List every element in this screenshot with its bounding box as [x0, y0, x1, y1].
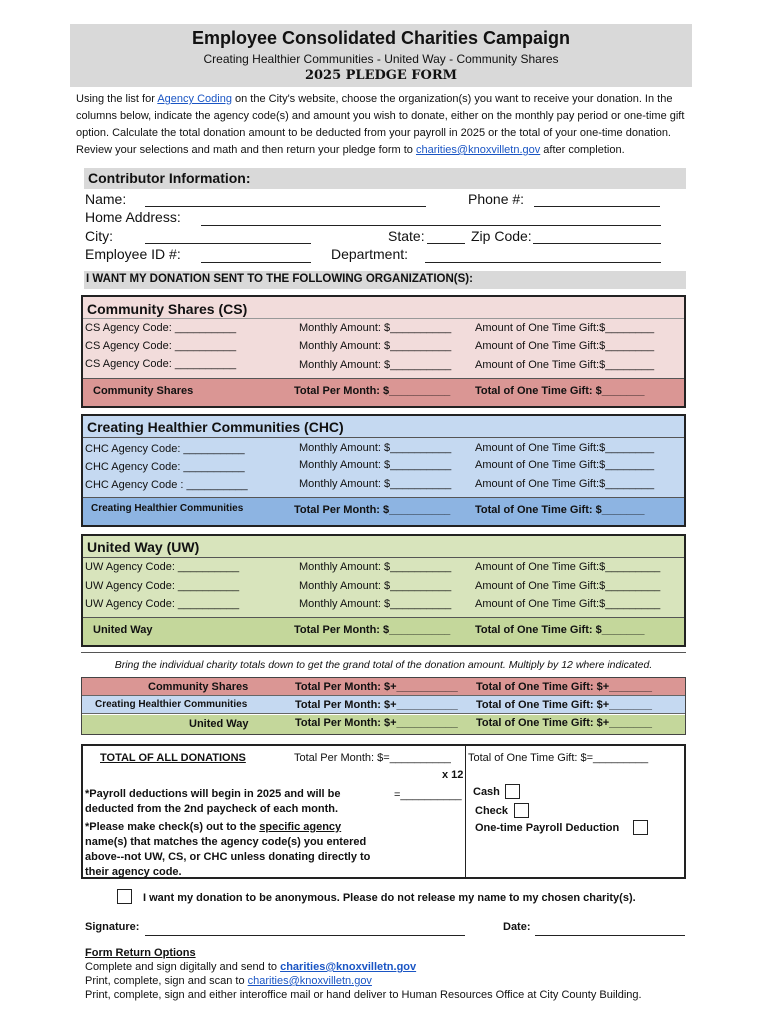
return-option-3: Print, complete, sign and either interoffice mail or hand deliver to Human Resources Office at City County Building. [85, 989, 642, 1001]
cs-monthly-amount-1[interactable]: Monthly Amount: $__________ [299, 322, 452, 334]
chc-one-time-gift-1[interactable]: Amount of One Time Gift:$________ [475, 442, 655, 454]
address-field[interactable] [201, 225, 661, 226]
summary-name: Community Shares [148, 681, 249, 693]
grand-total-per-month[interactable]: Total Per Month: $=__________ [294, 752, 451, 764]
chc-section [81, 414, 686, 527]
address-label: Home Address: [85, 209, 181, 225]
summary-table [81, 677, 686, 735]
cs-agency-code-3[interactable]: CS Agency Code: __________ [85, 358, 237, 370]
summary-name: United Way [189, 718, 249, 730]
employee-id-label: Employee ID #: [85, 246, 181, 262]
uw-one-time-gift-2[interactable]: Amount of One Time Gift:$_________ [475, 580, 661, 592]
summary-chc-month[interactable]: Total Per Month: $+__________ [295, 699, 458, 711]
uw-agency-code-3[interactable]: UW Agency Code: __________ [85, 598, 240, 610]
uw-monthly-amount-2[interactable]: Monthly Amount: $__________ [299, 580, 452, 592]
summary-chc-gift[interactable]: Total of One Time Gift: $+_______ [476, 699, 652, 711]
totals-box [81, 744, 686, 879]
name-label: Name: [85, 191, 127, 207]
signature-label: Signature: [85, 921, 140, 933]
summary-uw-gift[interactable]: Total of One Time Gift: $+_______ [476, 717, 652, 729]
chc-monthly-amount-2[interactable]: Monthly Amount: $__________ [299, 459, 452, 471]
section-title: Community Shares (CS) [87, 301, 248, 317]
zip-label: Zip Code: [471, 228, 532, 244]
return-options-heading: Form Return Options [85, 947, 196, 959]
chc-total-one-time-gift[interactable]: Total of One Time Gift: $_______ [475, 504, 645, 516]
uw-one-time-gift-1[interactable]: Amount of One Time Gift:$_________ [475, 561, 661, 573]
divider [81, 652, 686, 653]
grand-total-one-time-gift[interactable]: Total of One Time Gift: $=_________ [468, 752, 649, 764]
cs-total-name: Community Shares [93, 385, 194, 397]
return-option-2: Print, complete, sign and scan to charities@knoxvilletn.gov [85, 975, 372, 987]
cash-checkbox[interactable] [505, 784, 520, 799]
organizations-heading: I WANT MY DONATION SENT TO THE FOLLOWING ORGANIZATION(S): [84, 271, 686, 289]
return-email-link-2[interactable]: charities@knoxvilletn.gov [247, 975, 372, 987]
cs-monthly-amount-3[interactable]: Monthly Amount: $__________ [299, 359, 452, 371]
cs-total-per-month[interactable]: Total Per Month: $__________ [294, 385, 451, 397]
date-label: Date: [503, 921, 531, 933]
form-title: Employee Consolidated Charities Campaign [191, 28, 571, 48]
summary-cs-month[interactable]: Total Per Month: $+__________ [295, 681, 458, 693]
chc-agency-code-1[interactable]: CHC Agency Code: __________ [85, 443, 245, 455]
section-title: United Way (UW) [87, 539, 200, 555]
form-subtitle: Creating Healthier Communities - United Way - Community Shares [203, 52, 559, 66]
phone-field[interactable] [534, 206, 660, 207]
cs-one-time-gift-2[interactable]: Amount of One Time Gift:$________ [475, 340, 655, 352]
chc-total-name: Creating Healthier Communities [91, 503, 244, 514]
chc-total-bar [83, 497, 684, 525]
pledge-form-title: 2025 PLEDGE FORM [304, 68, 458, 83]
cs-monthly-amount-2[interactable]: Monthly Amount: $__________ [299, 340, 452, 352]
contributor-heading: Contributor Information: [84, 168, 686, 189]
agency-coding-link[interactable]: Agency Coding [157, 93, 232, 105]
uw-total-name: United Way [93, 624, 153, 636]
state-field[interactable] [427, 243, 465, 244]
payroll-deduction-label: One-time Payroll Deduction [475, 822, 620, 834]
chc-monthly-amount-3[interactable]: Monthly Amount: $__________ [299, 478, 452, 490]
uw-total-bar [83, 617, 684, 645]
payroll-deduction-checkbox[interactable] [633, 820, 648, 835]
chc-agency-code-2[interactable]: CHC Agency Code: __________ [85, 461, 245, 473]
chc-one-time-gift-3[interactable]: Amount of One Time Gift:$________ [475, 478, 655, 490]
check-checkbox[interactable] [514, 803, 529, 818]
chc-one-time-gift-2[interactable]: Amount of One Time Gift:$________ [475, 459, 655, 471]
payroll-note: *Payroll deductions will begin in 2025 and will be deducted from the 2nd paycheck of each month. [85, 788, 341, 815]
cs-total-one-time-gift[interactable]: Total of One Time Gift: $_______ [475, 385, 645, 397]
cs-one-time-gift-3[interactable]: Amount of One Time Gift:$________ [475, 359, 655, 371]
uw-monthly-amount-1[interactable]: Monthly Amount: $__________ [299, 561, 452, 573]
chc-agency-code-3[interactable]: CHC Agency Code : __________ [85, 479, 248, 491]
anonymous-checkbox[interactable] [117, 889, 132, 904]
summary-cs-gift[interactable]: Total of One Time Gift: $+_______ [476, 681, 652, 693]
return-option-1: Complete and sign digitally and send to charities@knoxvilletn.gov [85, 961, 417, 973]
summary-row-chc [82, 696, 685, 714]
grand-total-instructions: Bring the individual charity totals down to get the grand total of the donation amount. Multiply by 12 where indicated. [114, 659, 653, 671]
zip-field[interactable] [533, 243, 661, 244]
check-note: *Please make check(s) out to the specific agency name(s) that matches the agency code(s) you entered above--not UW, CS, or CHC unless donating directly to their agency code. [85, 821, 371, 878]
section-title: Creating Healthier Communities (CHC) [87, 419, 344, 435]
chc-monthly-amount-1[interactable]: Monthly Amount: $__________ [299, 442, 452, 454]
intro-paragraph: Using the list for Agency Coding on the City's website, choose the organization(s) you want to receive your donation. In the columns below, indicate the agency code(s) and amount you wish to donate, either on the monthly pay period or one-time gift option. Calculate the total donation amount to be deducted from your payroll in 2025 or the total of your one-time donation. Review your selections and math and then return your pledge form to charities@knoxvilletn.gov after completion. [76, 93, 685, 156]
cs-one-time-gift-1[interactable]: Amount of One Time Gift:$________ [475, 322, 655, 334]
uw-total-one-time-gift[interactable]: Total of One Time Gift: $_______ [475, 624, 645, 636]
department-field[interactable] [425, 262, 661, 263]
date-field[interactable] [535, 935, 685, 936]
uw-agency-code-1[interactable]: UW Agency Code: __________ [85, 561, 240, 573]
cs-agency-code-2[interactable]: CS Agency Code: __________ [85, 340, 237, 352]
cs-total-bar [83, 378, 684, 406]
signature-field[interactable] [145, 935, 465, 936]
cash-label: Cash [473, 786, 500, 798]
annual-total-field[interactable]: =__________ [394, 789, 462, 801]
summary-row-cs [82, 678, 685, 696]
check-label: Check [475, 805, 509, 817]
cs-agency-code-1[interactable]: CS Agency Code: __________ [85, 322, 237, 334]
summary-name: Creating Healthier Communities [95, 699, 248, 710]
anonymous-label: I want my donation to be anonymous. Please do not release my name to my chosen charity(s). [143, 892, 636, 904]
return-options [85, 946, 642, 1002]
times-twelve: x 12 [442, 769, 464, 781]
summary-row-uw [82, 715, 685, 734]
uw-total-per-month[interactable]: Total Per Month: $__________ [294, 624, 451, 636]
united-way-section [81, 534, 686, 647]
form-header [70, 24, 692, 87]
uw-one-time-gift-3[interactable]: Amount of One Time Gift:$_________ [475, 598, 661, 610]
state-label: State: [388, 228, 425, 244]
charities-email-link[interactable]: charities@knoxvilletn.gov [415, 144, 541, 156]
uw-monthly-amount-3[interactable]: Monthly Amount: $__________ [299, 598, 452, 610]
city-field[interactable] [145, 243, 311, 244]
return-email-link-1[interactable]: charities@knoxvilletn.gov [280, 961, 417, 973]
summary-uw-month[interactable]: Total Per Month: $+__________ [295, 717, 458, 729]
uw-agency-code-2[interactable]: UW Agency Code: __________ [85, 580, 240, 592]
employee-id-field[interactable] [201, 262, 311, 263]
department-label: Department: [331, 246, 409, 262]
name-field[interactable] [145, 206, 426, 207]
total-all-donations-label: TOTAL OF ALL DONATIONS [100, 752, 246, 764]
chc-total-per-month[interactable]: Total Per Month: $__________ [294, 504, 451, 516]
community-shares-section [81, 295, 686, 408]
city-label: City: [85, 228, 113, 244]
phone-label: Phone #: [468, 191, 525, 207]
